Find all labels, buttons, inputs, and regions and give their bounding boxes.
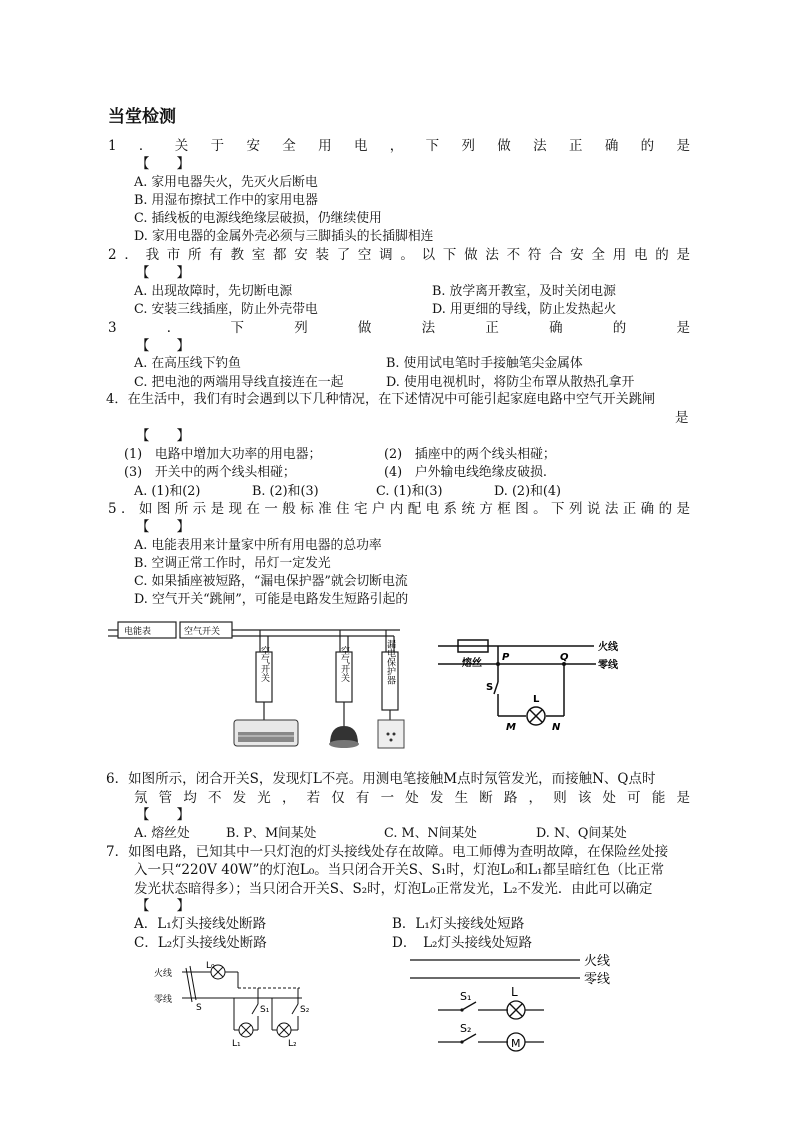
main-switch-label: 空气开关 [184,627,221,637]
q7-right-lamp-label: L [511,985,518,999]
q4-option-a: A. (1)和(2) [134,484,201,499]
q7-option-d: D． L₂灯头接线处短路 [392,935,532,951]
q5-bracket: 【 】 [136,519,190,535]
q7-left-circuit [152,958,312,1048]
q7-option-a: A．L₁灯头接线处断路 [134,916,267,932]
switch-s-label: S [486,682,494,693]
q4-option-c: C. (1)和(3) [376,484,443,499]
q6-option-a: A. 熔丝处 [134,826,190,841]
q6-bracket: 【 】 [136,807,190,823]
q7-option-b: B．L₁灯头接线处短路 [392,916,525,932]
q2-option-c: C. 安装三线插座，防止外壳带电 [134,302,318,317]
q3-option-c: C. 把电池的两端用导线直接连在一起 [134,375,344,390]
branch3-label: 漏电保护器 [385,639,395,685]
q5-option-b: B. 空调正常工作时，吊灯一定发光 [134,556,331,571]
q3-bracket: 【 】 [136,338,190,354]
q4-stem-tail: 是 [675,410,689,426]
q6-line1: 6．如图所示，闭合开关S，发现灯L不亮。用测电笔接触M点时氖管发光，而接触N、Q点时 [106,771,656,787]
q6-option-b: B. P、M间某处 [226,826,317,841]
point-m-label: M [506,722,516,733]
q7-left-s2-label: S₂ [300,1005,310,1015]
q4-bracket: 【 】 [136,428,190,444]
q7-left-l0-label: L₀ [206,961,215,971]
q1-option-a: A. 家用电器失火，先灭火后断电 [134,175,318,190]
q3-option-a: A. 在高压线下钓鱼 [134,356,241,371]
q7-left-neutral-label: 零线 [154,995,173,1005]
q7-left-s1-label: S₁ [260,1005,270,1015]
q5-option-c: C. 如果插座被短路，“漏电保护器”就会切断电流 [134,574,408,589]
q7-line2: 入一只“220V 40W”的灯泡L₀。当只闭合开关S、S₁时，灯泡L₀和L₁都呈暗红色（比正常 [134,862,664,878]
q6-circuit [436,630,630,742]
q4-option-b: B. (2)和(3) [252,484,319,499]
fuse-label: 熔丝 [462,658,482,669]
neutral-wire-label: 零线 [598,660,618,671]
q7-right-live-label: 火线 [584,954,611,969]
q2-option-b: B. 放学离开教室，及时关闭电源 [432,284,616,299]
q7-right-circuit [408,948,628,1060]
q7-bracket: 【 】 [136,898,190,914]
branch2-label: 空气开关 [339,646,349,682]
q5-option-d: D. 空气开关“跳闸”，可能是电路发生短路引起的 [134,592,409,607]
q3-option-b: B. 使用试电笔时手接触笔尖金属体 [386,356,583,371]
q5-option-a: A. 电能表用来计量家中所有用电器的总功率 [134,538,382,553]
q1-bracket: 【 】 [136,156,190,172]
q1-option-c: C. 插线板的电源线绝缘层破损，仍继续使用 [134,211,382,226]
q3-option-d: D. 使用电视机时，将防尘布罩从散热孔拿开 [386,375,635,390]
q7-option-c: C．L₂灯头接线处断路 [134,935,267,951]
q7-right-neutral-label: 零线 [584,972,611,987]
q4-case-4: (4) 户外输电线绝缘皮破损. [384,465,547,480]
q4-stem: 4．在生活中，我们有时会遇到以下几种情况，在下述情况中可能引起家庭电路中空气开关跳闸 [106,392,656,407]
point-p-label: P [502,652,510,663]
q4-case-2: (2) 插座中的两个线头相碰； [384,447,556,462]
meter-label: 电能表 [124,627,152,637]
lamp-l-label: L [533,694,540,705]
distribution-diagram [108,614,408,752]
q4-case-3: (3) 开关中的两个线头相碰； [124,465,296,480]
q7-right-motor-label: M [511,1037,521,1050]
q7-right-s1-label: S₁ [460,990,472,1003]
q6-option-c: C. M、N间某处 [384,826,477,841]
air-conditioner-icon [234,720,298,746]
q3-stem: 3．下列做法正确的是 [108,320,690,336]
branch1-label: 空气开关 [259,646,269,682]
q7-line1: 7．如图电路，已知其中一只灯泡的灯头接线处存在故障。电工师傅为查明故障，在保险丝处接 [106,844,669,860]
q7-left-l1-label: L₁ [232,1039,241,1048]
q2-option-d: D. 用更细的导线，防止发热起火 [432,302,617,317]
q7-line3: 发光状态暗得多）；当只闭合开关S、S₂时，灯泡L₀正常发光，L₂不发光．由此可以确定 [134,881,653,897]
q4-option-d: D. (2)和(4) [494,484,561,499]
point-q-label: Q [560,652,569,663]
point-n-label: N [552,722,561,733]
q1-stem: 1．关于安全用电，下列做法正确的是 [108,138,690,154]
socket-icon [378,720,404,748]
q2-bracket: 【 】 [136,265,190,281]
q7-left-live-label: 火线 [154,969,173,979]
q2-option-a: A. 出现故障时，先切断电源 [134,284,293,299]
q7-left-l2-label: L₂ [288,1039,297,1048]
q1-option-b: B. 用湿布擦拭工作中的家用电器 [134,193,318,208]
q5-stem: 5．如图所示是现在一般标准住宅户内配电系统方框图。下列说法正确的是 [108,501,690,517]
q4-case-1: (1) 电路中增加大功率的用电器； [124,447,322,462]
q6-option-d: D. N、Q间某处 [536,826,627,841]
q7-left-s-label: S [196,1003,202,1013]
section-title: 当堂检测 [108,107,176,127]
q2-stem: 2．我市所有教室都安装了空调。以下做法不符合安全用电的是 [108,247,690,263]
q1-option-d: D. 家用电器的金属外壳必须与三脚插头的长插脚相连 [134,229,434,244]
q6-line2: 氖管均不发光，若仅有一处发生断路，则该处可能是 [134,790,690,806]
live-wire-label: 火线 [598,642,618,653]
ceiling-lamp-icon [329,726,359,748]
q7-right-s2-label: S₂ [460,1022,472,1035]
